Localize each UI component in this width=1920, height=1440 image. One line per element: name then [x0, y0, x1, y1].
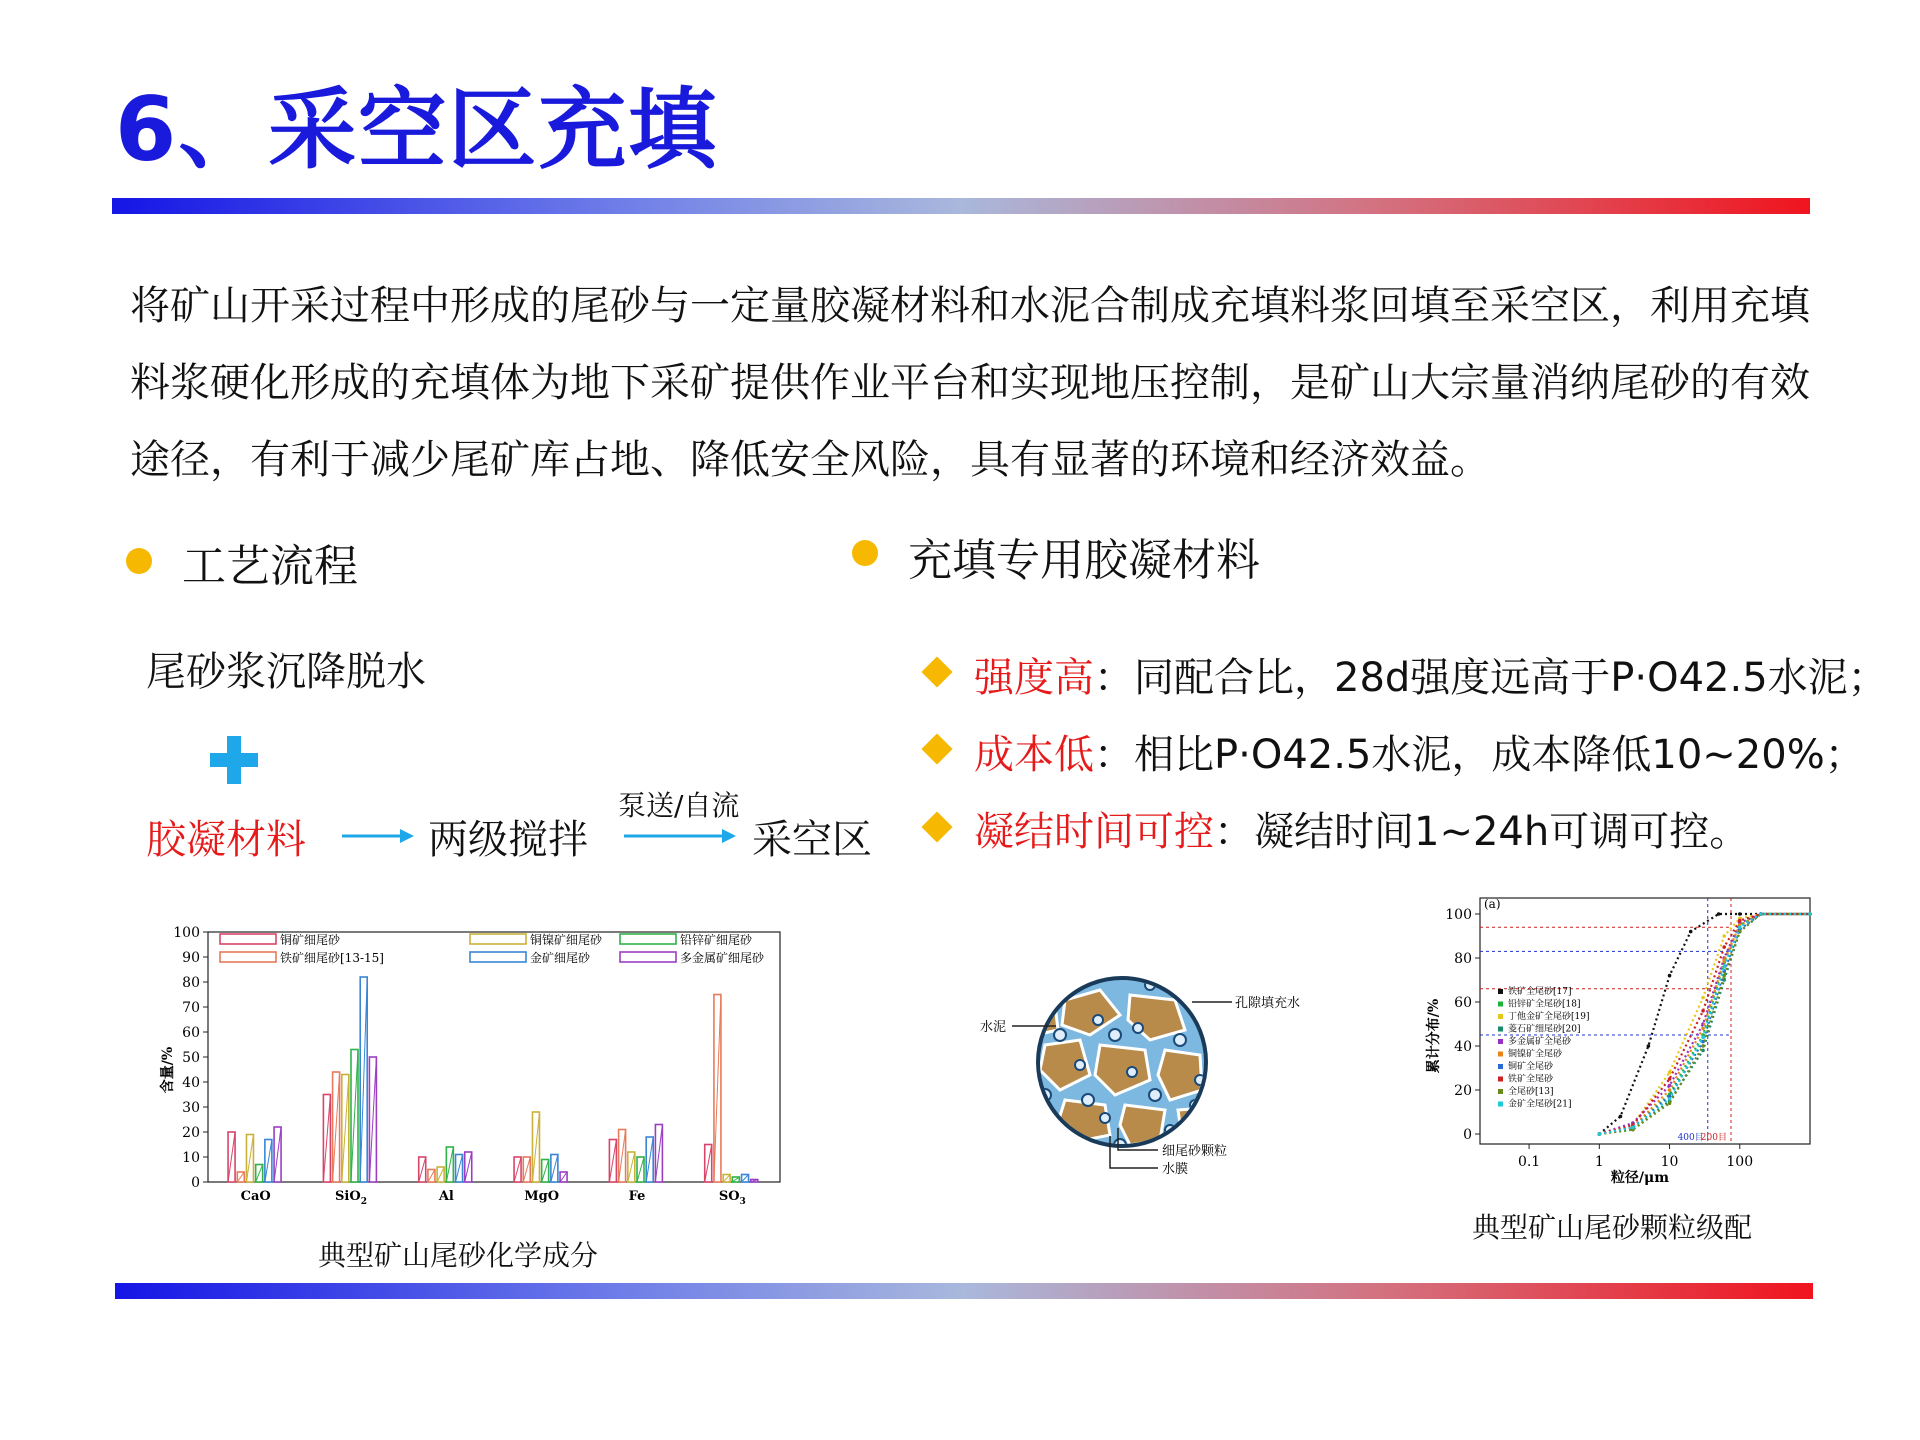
psd-series-point	[1668, 1088, 1672, 1092]
chem-legend-label: 铜矿细尾砂	[280, 933, 341, 947]
schematic-label-water-film: 水膜	[1162, 1162, 1189, 1177]
psd-panel-label: (a)	[1484, 897, 1501, 911]
psd-legend-label: 金矿全尾砂[21]	[1508, 1099, 1572, 1110]
feature-strength	[974, 646, 1888, 703]
chem-x-tick-label: Fe	[628, 1189, 646, 1204]
psd-y-tick-label: 60	[1454, 995, 1472, 1011]
psd-legend-marker	[1498, 1014, 1503, 1019]
schematic-label-cement: 水泥	[980, 1020, 1007, 1035]
psd-series-point	[1619, 1115, 1623, 1119]
feature-key: 强度高	[974, 655, 1094, 701]
psd-legend-marker	[1498, 1002, 1503, 1007]
psd-series-point	[1689, 930, 1693, 934]
binder-heading: 充填专用胶凝材料	[908, 535, 1260, 586]
psd-legend-marker	[1498, 989, 1503, 994]
chem-y-axis-label: 含量/%	[160, 1046, 176, 1094]
psd-legend-label: 铁矿全尾砂	[1508, 1074, 1554, 1085]
psd-series-point	[1738, 912, 1742, 916]
title-underline	[112, 198, 1810, 214]
feature-key: 成本低	[974, 732, 1094, 778]
psd-series-point	[1701, 1044, 1705, 1048]
chem-legend-swatch	[220, 952, 276, 962]
psd-series-point	[1759, 912, 1763, 916]
diamond-bullet-icon	[921, 811, 952, 842]
chem-x-subscript: 3	[739, 1197, 746, 1207]
process-heading: 工艺流程	[182, 541, 358, 592]
chem-legend-label: 多金属矿细尾砂	[680, 951, 765, 965]
psd-x-tick-label: 100	[1726, 1154, 1754, 1170]
particle-size-chart	[1420, 886, 1820, 1206]
schematic-label-fine-tailings: 细尾砂颗粒	[1162, 1144, 1228, 1159]
psd-legend-label: 菱石矿细尾砂[20]	[1508, 1024, 1581, 1035]
chem-legend-label: 铁矿细尾砂[13-15]	[280, 951, 384, 965]
psd-series-point	[1668, 1077, 1672, 1081]
psd-legend-marker	[1498, 1077, 1503, 1082]
arrow-right-icon	[340, 824, 416, 848]
chem-y-tick-label: 100	[173, 925, 200, 941]
psd-series-point	[1717, 912, 1721, 916]
chem-legend-label: 金矿细尾砂	[530, 951, 591, 965]
chem-legend-label: 铅锌矿细尾砂	[680, 933, 753, 947]
feature-setting	[974, 800, 1749, 857]
particle-schematic	[970, 960, 1320, 1180]
chem-y-tick-label: 40	[182, 1075, 200, 1091]
chem-legend-swatch	[470, 952, 526, 962]
chem-legend-swatch	[620, 952, 676, 962]
feature-key: 凝结时间可控	[974, 809, 1214, 855]
psd-x-tick-label: 10	[1660, 1154, 1679, 1170]
chem-y-tick-label: 0	[191, 1175, 200, 1191]
chem-caption: 典型矿山尾砂化学成分	[318, 1239, 599, 1272]
chem-y-tick-label: 30	[182, 1100, 200, 1116]
chem-x-tick-label: MgO	[524, 1189, 560, 1204]
psd-series-point	[1722, 965, 1726, 969]
psd-legend-marker	[1498, 1039, 1503, 1044]
psd-series-point	[1701, 1027, 1705, 1031]
process-step-mixing: 两级搅拌	[428, 817, 588, 863]
psd-legend-label: 丁他金矿全尾砂[19]	[1508, 1012, 1590, 1022]
psd-legend-marker	[1498, 1064, 1503, 1069]
psd-y-axis-label: 累计分布/%	[1426, 998, 1442, 1074]
psd-legend-label: 全尾砂[13]	[1508, 1087, 1554, 1097]
footer-bar	[115, 1283, 1813, 1299]
psd-series-point	[1668, 1097, 1672, 1101]
psd-legend-marker	[1498, 1089, 1503, 1094]
psd-series-point	[1722, 958, 1726, 962]
psd-legend-marker	[1498, 1102, 1503, 1107]
psd-series-point	[1668, 974, 1672, 978]
psd-series-point	[1701, 996, 1705, 1000]
psd-x-axis-label: 粒径/μm	[1610, 1170, 1670, 1186]
plus-icon	[210, 736, 258, 784]
psd-y-tick-label: 40	[1454, 1039, 1472, 1055]
chem-composition-chart	[150, 920, 800, 1220]
psd-series-point	[1722, 945, 1726, 949]
feature-text: ：同配合比，28d强度远高于P·O42.5水泥；	[1094, 655, 1888, 701]
psd-series-point	[1598, 1132, 1602, 1136]
chem-x-tick-label: CaO	[240, 1189, 271, 1204]
psd-y-tick-label: 80	[1454, 951, 1472, 967]
bullet-dot-icon	[852, 540, 878, 566]
psd-reference-label: 200目	[1700, 1133, 1727, 1143]
chem-y-tick-label: 10	[182, 1150, 200, 1166]
psd-x-tick-label: 0.1	[1517, 1154, 1541, 1170]
psd-series-point	[1647, 1044, 1651, 1048]
chem-plot-frame	[208, 932, 780, 1182]
schematic-label-pore-water: 孔隙填充水	[1235, 996, 1301, 1011]
chem-y-tick-label: 60	[182, 1025, 200, 1041]
feature-text: ：凝结时间1~24h可调可控。	[1214, 809, 1750, 855]
psd-legend-marker	[1498, 1027, 1503, 1032]
diamond-bullet-icon	[921, 733, 952, 764]
chem-y-tick-label: 50	[182, 1050, 200, 1066]
psd-series-line	[1599, 914, 1810, 1134]
arrow-right-icon-long	[622, 824, 740, 848]
diamond-bullet-icon	[921, 656, 952, 687]
chem-x-tick-label: SiO$_2$	[335, 1189, 367, 1207]
chem-legend-label: 铜镍矿细尾砂	[530, 933, 603, 947]
psd-legend-label: 铅锌矿全尾砂[18]	[1508, 999, 1581, 1010]
arrow-label-pumping: 泵送/自流	[618, 789, 740, 822]
psd-series-point	[1808, 912, 1812, 916]
bullet-dot-icon	[126, 548, 152, 574]
chem-legend-swatch	[470, 934, 526, 944]
psd-reference-label: 400目	[1677, 1133, 1704, 1143]
feature-cost	[974, 723, 1865, 780]
psd-legend-label: 铜镍矿全尾砂	[1508, 1049, 1563, 1060]
chem-y-tick-label: 20	[182, 1125, 200, 1141]
psd-series-point	[1701, 1035, 1705, 1039]
psd-legend-label: 铁矿全尾砂[17]	[1508, 987, 1572, 997]
chem-y-tick-label: 90	[182, 950, 200, 966]
psd-caption: 典型矿山尾砂颗粒级配	[1472, 1211, 1753, 1244]
feature-text: ：相比P·O42.5水泥，成本降低10~20%；	[1094, 732, 1865, 778]
psd-y-tick-label: 0	[1463, 1127, 1472, 1143]
process-step-dewatering: 尾砂浆沉降脱水	[146, 649, 426, 695]
psd-series-point	[1668, 1101, 1672, 1105]
chem-x-tick-label: $SO_3$	[718, 1189, 746, 1207]
psd-legend-marker	[1498, 1052, 1503, 1057]
psd-series-point	[1738, 919, 1742, 923]
psd-series-point	[1701, 1009, 1705, 1013]
psd-y-tick-label: 20	[1454, 1083, 1472, 1099]
chem-x-tick-label: Al	[438, 1189, 454, 1204]
chem-y-tick-label: 70	[182, 1000, 200, 1016]
psd-series-point	[1631, 1126, 1635, 1130]
psd-series-point	[1722, 934, 1726, 938]
psd-y-tick-label: 100	[1445, 907, 1472, 923]
process-step-binder: 胶凝材料	[146, 817, 306, 863]
psd-series-point	[1738, 925, 1742, 929]
psd-series-point	[1668, 1071, 1672, 1075]
chem-legend-swatch	[220, 934, 276, 944]
chem-x-subscript: 2	[360, 1197, 367, 1207]
intro-paragraph: 将矿山开采过程中形成的尾砂与一定量胶凝材料和水泥合制成充填料浆回填至采空区，利用充填料浆硬化形成的充填体为地下采矿提供作业平台和实现地压控制，是矿山大宗量消纳尾砂的有效途径，有利于减少尾矿库占地、降低安全风险，具有显著的环境和经济效益。	[130, 283, 1810, 483]
chem-y-tick-label: 80	[182, 975, 200, 991]
psd-x-tick-label: 1	[1594, 1154, 1604, 1170]
process-step-goaf: 采空区	[752, 817, 872, 863]
chem-legend-swatch	[620, 934, 676, 944]
psd-legend-label: 多金属矿全尾砂	[1508, 1037, 1572, 1047]
slide-title: 6、采空区充填	[115, 78, 719, 181]
psd-legend-label: 铜矿全尾砂	[1508, 1062, 1554, 1072]
